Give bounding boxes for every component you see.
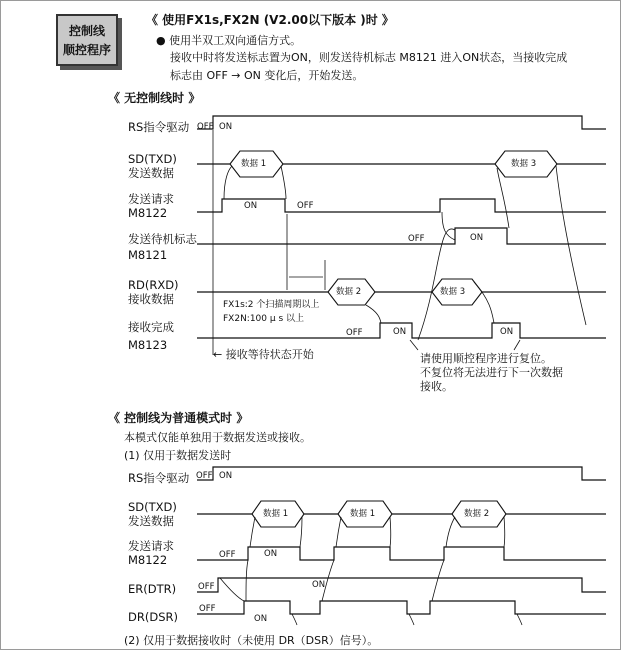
arrow2-req2-to-data [336,517,341,547]
tag-line-1: 控制线 [68,24,105,38]
sig-rs-drive: RS指令驱动 [128,120,190,134]
arrow2-dr-off-3 [517,614,522,625]
sig2-dr-dsr: DR(DSR) [128,610,178,624]
wave-m8122-2 [197,547,606,560]
s2-req-off: OFF [219,550,236,560]
sig2-send-data: 发送数据 [128,514,174,528]
sig-sd-txd: SD(TXD) [128,152,177,166]
note-fx2n: FX2N:100 μ s 以上 [223,314,305,324]
s2-rs-on: ON [219,471,233,481]
s2-req-on: ON [264,549,278,559]
sig2-sd-txd: SD(TXD) [128,500,177,514]
s1-req-on: ON [244,201,258,211]
s1-rs-off: OFF [197,122,214,132]
note-wait-start: ← 接收等待状态开始 [213,348,314,361]
s2-dr-on: ON [254,614,268,624]
heading: 《 使用FX1s,FX2N (V2.00以下版本 )时 》 [146,13,394,27]
s1-standby-on: ON [470,233,484,243]
s1-data3-rx: 数据 3 [440,287,466,297]
note-reset-1: 请使用顺控程序进行复位。 [420,352,552,365]
sig-receive-data: 接收数据 [128,292,174,306]
wave-rs-2 [197,467,606,480]
s2-data2: 数据 2 [464,509,490,519]
s1-rs-on: ON [219,122,233,132]
wave-er-2 [197,578,606,592]
sig2-send-request: 发送请求 [128,539,174,553]
arrow2-dr-off [292,614,297,625]
bullet-text: ● 使用半双工双向通信方式。 [156,34,302,47]
sig-m8121: M8121 [128,248,168,262]
arrow2-data2-to-req [390,517,391,547]
section2-sub2: (2) 仅用于数据接收时（未使用 DR（DSR）信号）。 [124,634,379,647]
tag-line-2: 顺控程序 [62,43,111,57]
sig-send-data: 发送数据 [128,166,174,180]
s1-data1: 数据 1 [241,159,267,169]
arrow2-req-to-data [250,517,255,547]
sig-send-standby: 发送待机标志 [128,232,197,246]
s2-data1a: 数据 1 [263,509,289,519]
section2-desc: 本模式仅能单独用于数据发送或接收。 [124,431,311,444]
section2-title: 《 控制线为普通模式时 》 [108,411,249,425]
paragraph-line-1: 接收中时将发送标志置为ON，则发送待机标志 M8121 进入ON状态，当接收完成 [170,51,568,64]
s2-dr-off: OFF [199,604,216,614]
arrow2-dr3-to-req [432,560,444,601]
s1-complete-on-2: ON [500,327,514,337]
sig2-rs-drive: RS指令驱动 [128,471,190,485]
sig-receive-complete: 接收完成 [128,320,174,334]
s2-er-off: OFF [198,582,215,592]
note-reset-3: 接收。 [420,380,453,393]
section2-sub1: (1) 仅用于数据发送时 [124,449,232,462]
sig-rd-rxd: RD(RXD) [128,278,179,292]
s2-rs-off: OFF [196,471,213,481]
sig-m8122: M8122 [128,206,168,220]
sig-m8123: M8123 [128,338,168,352]
section1-title: 《 无控制线时 》 [108,91,201,105]
s2-er-on: ON [312,580,326,590]
sig2-m8122: M8122 [128,553,168,567]
paragraph-line-2: 标志由 OFF → ON 变化后，开始发送。 [170,69,364,82]
arrow2-req3-to-data [446,517,455,547]
sig2-er-dtr: ER(DTR) [128,582,177,596]
s1-data3: 数据 3 [511,159,537,169]
s1-req-off: OFF [297,201,314,211]
arrow2-data3-to-req [504,517,505,547]
arrow2-data-to-req [300,517,302,547]
sig-send-request: 发送请求 [128,192,174,206]
arrow2-er-to-dr [220,578,244,601]
wave-dr-2 [197,601,606,614]
arrow2-dr-to-req [246,560,248,601]
note-fx1s: FX1s:2 个扫描周期以上 [223,300,320,310]
s1-standby-off: OFF [408,234,425,244]
s1-complete-on: ON [393,327,407,337]
s2-data1b: 数据 1 [350,509,376,519]
note-reset-2: 不复位将无法进行下一次数据 [420,366,563,379]
arrow2-dr-off-2 [409,614,414,625]
s1-data2: 数据 2 [336,287,362,297]
s1-complete-off: OFF [346,328,363,338]
